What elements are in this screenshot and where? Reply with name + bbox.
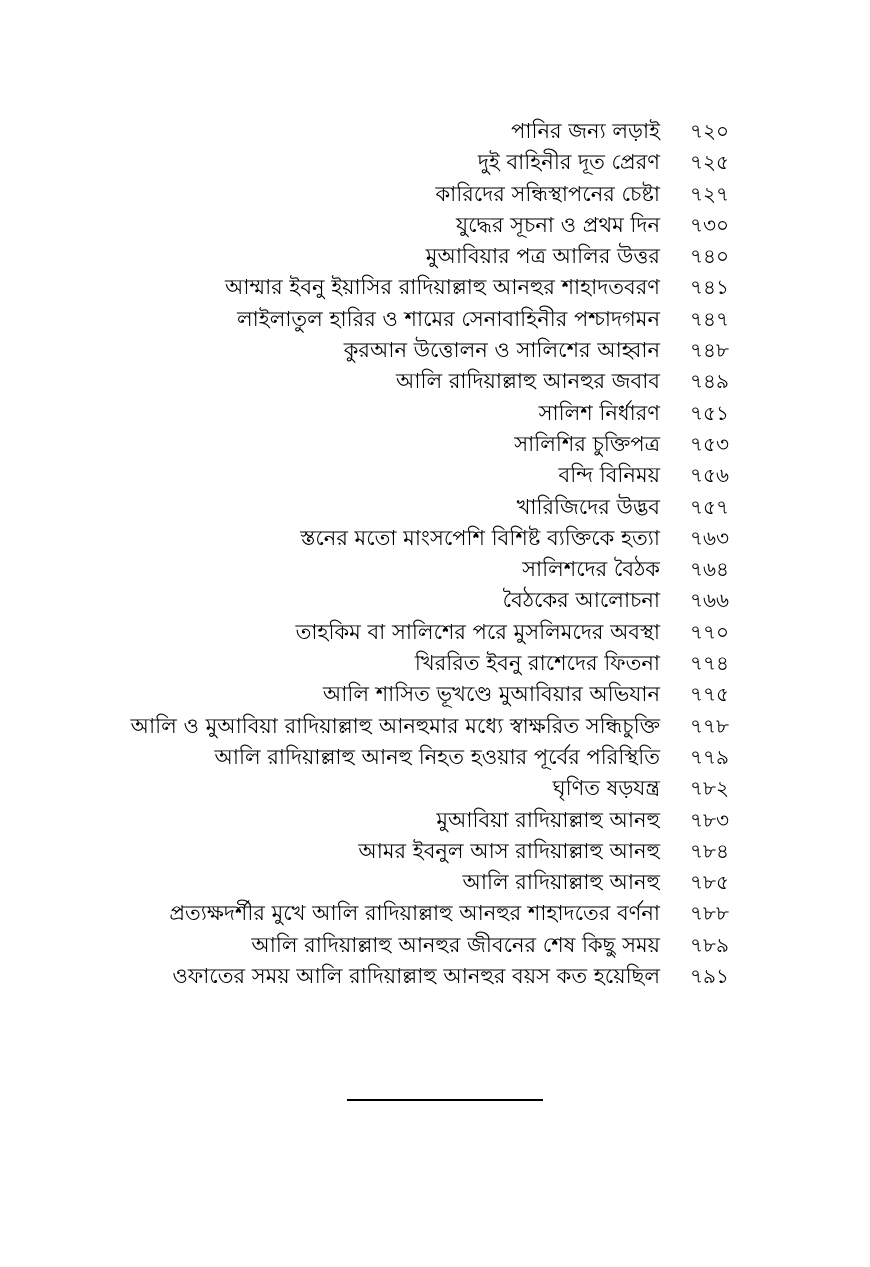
toc-entry-title: প্রত্যক্ষদর্শীর মুখে আলি রাদিয়াল্লাহু আনহুর শাহাদতের বর্ণনা xyxy=(169,901,660,926)
toc-entry-page: ৭৪৯ xyxy=(690,369,729,394)
toc-entry-title: বৈঠকের আলোচনা xyxy=(502,588,660,613)
toc-entry-title: আলি শাসিত ভূখণ্ডে মুআবিয়ার অভিযান xyxy=(322,682,660,707)
toc-entry-title: পানির জন্য লড়াই xyxy=(511,119,660,143)
toc-entry xyxy=(0,304,870,335)
toc-entry xyxy=(0,648,870,679)
toc-entry xyxy=(0,429,870,460)
toc-entry-title: আলি রাদিয়াল্লাহু আনহু নিহত হওয়ার পূর্বের পরিস্থিতি xyxy=(214,744,660,769)
toc-entry xyxy=(0,523,870,554)
toc-entry-page: ৭২৭ xyxy=(690,181,730,206)
toc-entry-title: সালিশদের বৈঠক xyxy=(522,557,660,582)
toc-entry xyxy=(0,398,870,429)
toc-entry xyxy=(0,492,870,523)
toc-entry xyxy=(0,805,870,836)
toc-entry-title: লাইলাতুল হারির ও শামের সেনাবাহিনীর পশ্চাদগমন xyxy=(237,306,660,331)
toc-entry-title: সালিশির চুক্তিপত্র xyxy=(514,431,660,456)
toc-entry-title: বন্দি বিনিময় xyxy=(558,463,660,488)
toc-entry-page: ৭৮৫ xyxy=(690,870,729,895)
toc-entry-title: মুআবিয়া রাদিয়াল্লাহু আনহু xyxy=(436,807,660,832)
toc-entry-title: আলি রাদিয়াল্লাহু আনহুর জীবনের শেষ কিছু সময় xyxy=(251,932,660,957)
toc-entry-page: ৭৪১ xyxy=(690,275,729,300)
toc-entry-title: মুআবিয়ার পত্র আলির উত্তর xyxy=(425,244,660,269)
section-end-rule xyxy=(347,1099,543,1101)
toc-entry xyxy=(0,554,870,585)
toc-entry xyxy=(0,742,870,773)
toc-entry-title: আলি রাদিয়াল্লাহু আনহুর জবাব xyxy=(396,369,660,394)
toc-entry-page: ৭৮৮ xyxy=(690,901,729,926)
toc-entry-page: ৭৭৪ xyxy=(690,651,729,676)
table-of-contents xyxy=(0,116,870,992)
toc-entry-page: ৭৬৩ xyxy=(690,525,730,550)
toc-entry-title: স্তনের মতো মাংসপেশি বিশিষ্ট ব্যক্তিকে হত্যা xyxy=(300,525,660,550)
toc-entry-title: খারিজিদের উদ্ভব xyxy=(516,494,660,519)
toc-entry-title: আলি রাদিয়াল্লাহু আনহু xyxy=(462,870,660,895)
toc-entry-page: ৭২৫ xyxy=(690,150,729,175)
toc-entry-page: ৭৩০ xyxy=(690,212,730,237)
toc-entry-title: যুদ্ধের সূচনা ও প্রথম দিন xyxy=(456,212,660,237)
toc-entry xyxy=(0,898,870,929)
toc-entry-title: আলি ও মুআবিয়া রাদিয়াল্লাহু আনহুমার মধ্যে স্বাক্ষরিত সন্ধিচুক্তি xyxy=(130,713,660,738)
toc-entry xyxy=(0,679,870,710)
toc-entry xyxy=(0,179,870,210)
toc-entry-title: দুই বাহিনীর দূত প্রেরণ xyxy=(477,150,660,175)
toc-entry-page: ৭৭০ xyxy=(690,619,730,644)
toc-entry-page: ৭৮৪ xyxy=(690,838,729,863)
toc-entry xyxy=(0,116,870,147)
toc-entry-title: ঘৃণিত ষড়যন্ত্র xyxy=(552,776,660,801)
toc-entry-page: ৭৫১ xyxy=(690,400,729,425)
toc-entry-title: কারিদের সন্ধিস্থাপনের চেষ্টা xyxy=(435,181,660,206)
toc-entry-title: ওফাতের সময় আলি রাদিয়াল্লাহু আনহুর বয়স কত হয়েছিল xyxy=(172,964,660,989)
toc-entry xyxy=(0,867,870,898)
toc-entry-title: কুরআন উত্তোলন ও সালিশের আহ্বান xyxy=(343,338,660,363)
toc-entry-page: ৭৯১ xyxy=(690,964,729,989)
toc-entry-page: ৭৫৬ xyxy=(690,463,729,488)
toc-entry-page: ৭২০ xyxy=(690,119,730,143)
toc-entry-title: সালিশ নির্ধারণ xyxy=(538,400,660,425)
toc-entry-title: আমর ইবনুল আস রাদিয়াল্লাহু আনহু xyxy=(358,838,660,863)
toc-entry xyxy=(0,585,870,616)
toc-entry xyxy=(0,272,870,303)
toc-entry-title: তাহকিম বা সালিশের পরে মুসলিমদের অবস্থা xyxy=(295,619,660,644)
toc-entry xyxy=(0,711,870,742)
toc-entry xyxy=(0,147,870,178)
toc-entry-title: খিররিত ইবনু রাশেদের ফিতনা xyxy=(414,651,660,676)
toc-entry xyxy=(0,241,870,272)
toc-entry-page: ৭৭৫ xyxy=(690,682,729,707)
toc-entry-page: ৭৫৩ xyxy=(690,431,729,456)
toc-entry xyxy=(0,335,870,366)
toc-entry xyxy=(0,930,870,961)
toc-entry xyxy=(0,617,870,648)
toc-entry xyxy=(0,773,870,804)
toc-entry-page: ৭৪০ xyxy=(690,244,729,269)
toc-entry-page: ৭৭৮ xyxy=(690,713,729,738)
toc-entry-page: ৭৬৬ xyxy=(690,588,730,613)
toc-entry-page: ৭৭৯ xyxy=(690,744,729,769)
toc-entry xyxy=(0,836,870,867)
toc-entry-title: আম্মার ইবনু ইয়াসির রাদিয়াল্লাহু আনহুর শাহাদতবরণ xyxy=(225,275,660,300)
toc-entry-page: ৭৪৭ xyxy=(690,306,729,331)
toc-entry-page: ৭৬৪ xyxy=(690,557,729,582)
toc-entry-page: ৭৮৩ xyxy=(690,807,729,832)
toc-entry xyxy=(0,961,870,992)
toc-entry-page: ৭৪৮ xyxy=(690,338,729,363)
toc-entry xyxy=(0,210,870,241)
toc-entry-page: ৭৮২ xyxy=(690,776,729,801)
toc-entry xyxy=(0,366,870,397)
toc-entry-page: ৭৮৯ xyxy=(690,932,729,957)
toc-entry xyxy=(0,460,870,491)
toc-entry-page: ৭৫৭ xyxy=(690,494,729,519)
